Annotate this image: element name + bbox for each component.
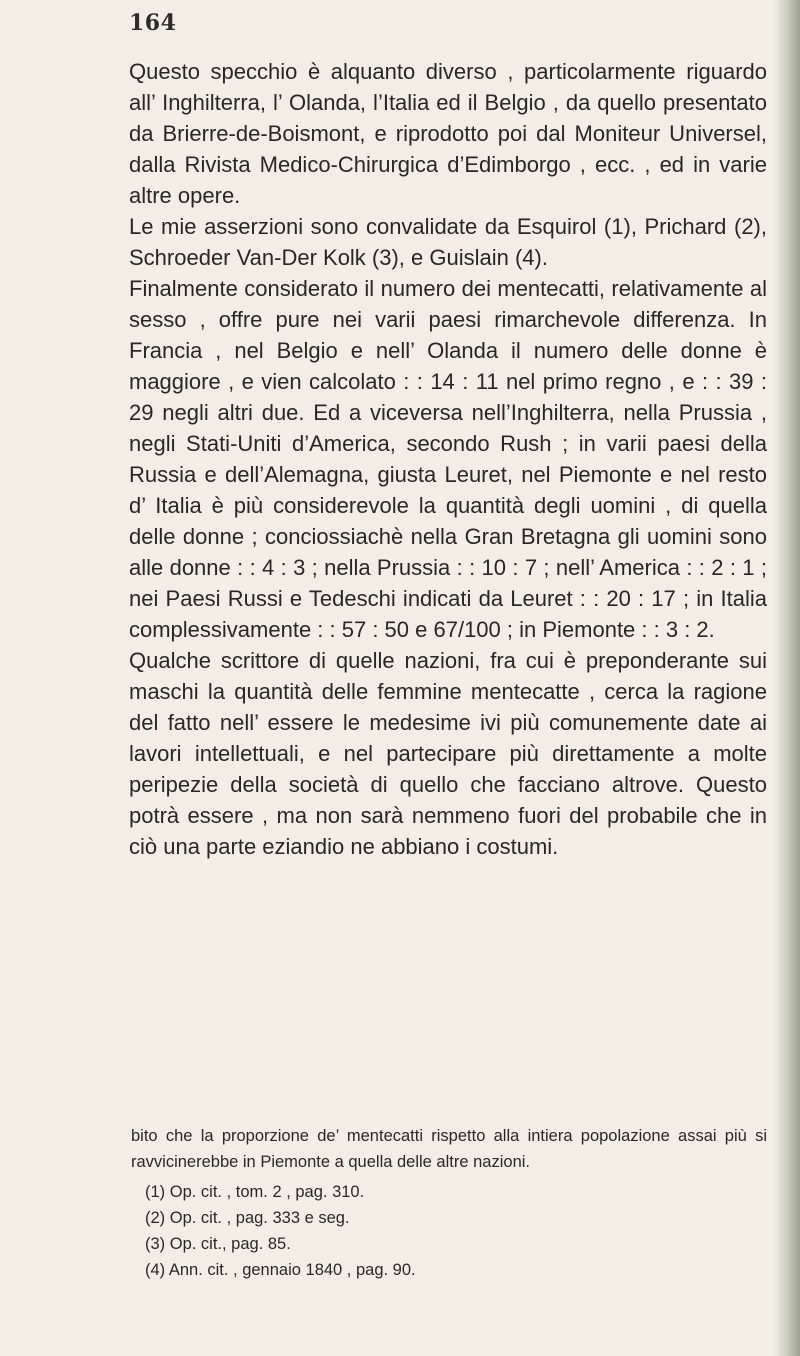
- body-text: [129, 56, 767, 862]
- footnote-4: (4) Ann. cit. , gennaio 1840 , pag. 90.: [145, 1261, 416, 1279]
- footnote-2: (2) Op. cit. , pag. 333 e seg.: [145, 1209, 350, 1227]
- footnotes: [131, 1123, 767, 1283]
- footnote-3: (3) Op. cit., pag. 85.: [145, 1235, 291, 1253]
- footnote-1: (1) Op. cit. , tom. 2 , pag. 310.: [145, 1183, 365, 1201]
- page-number: 164: [129, 10, 177, 36]
- paragraph-1: Questo specchio è alquanto diverso , particolarmente riguardo all’ Inghilterra, l’ Olanda, l’Italia ed il Belgio , da quello presentato da Brierre-de-Boismont, e riprodotto poi dal Moniteur Universel, dalla Rivista Medico-Chirurgica d’Edimborgo , ecc. , ed in varie altre opere.: [129, 59, 767, 208]
- footnote-list: [131, 1179, 767, 1283]
- paragraph-2: Le mie asserzioni sono convalidate da Esquirol (1), Prichard (2), Schroeder Van-Der Kolk (3), e Guislain (4).: [129, 214, 767, 270]
- paragraph-3: Finalmente considerato il numero dei mentecatti, relativamente al sesso , offre pure nei varii paesi rimarchevole differenza. In Francia , nel Belgio e nell’ Olanda il numero delle donne è maggiore , e vien calcolato : : 14 : 11 nel primo regno , e : : 39 : 29 negli altri due. Ed a viceversa nell’Inghilterra, nella Prussia , negli Stati-Uniti d’America, secondo Rush ; in varii paesi della Russia e dell’Alemagna, giusta Leuret, nel Piemonte e nel resto d’ Italia è più considerevole la quantità degli uomini , di quella delle donne ; conciossiachè nella Gran Bretagna gli uomini sono alle donne : : 4 : 3 ; nella Prussia : : 10 : 7 ; nell’ America : : 2 : 1 ; nei Paesi Russi e Tedeschi indicati da Leuret : : 20 : 17 ; in Italia complessivamente : : 57 : 50 e 67/100 ; in Piemonte : : 3 : 2.: [129, 276, 767, 642]
- paragraph-4: Qualche scrittore di quelle nazioni, fra cui è preponderante sui maschi la quantità delle femmine mentecatte , cerca la ragione del fatto nell’ essere le medesime ivi più comunemente date ai lavori intellettuali, e nel partecipare più direttamente a molte peripezie della società di quello che facciano altrove. Questo potrà essere , ma non sarà nemmeno fuori del probabile che in ciò una parte eziandio ne abbiano i costumi.: [129, 648, 767, 859]
- page-edge-shadow: [774, 0, 800, 1356]
- footnote-continuation: bito che la proporzione de’ mentecatti rispetto alla intiera popolazione assai più si ravvicinerebbe in Piemonte a quella delle altre nazioni.: [131, 1127, 767, 1171]
